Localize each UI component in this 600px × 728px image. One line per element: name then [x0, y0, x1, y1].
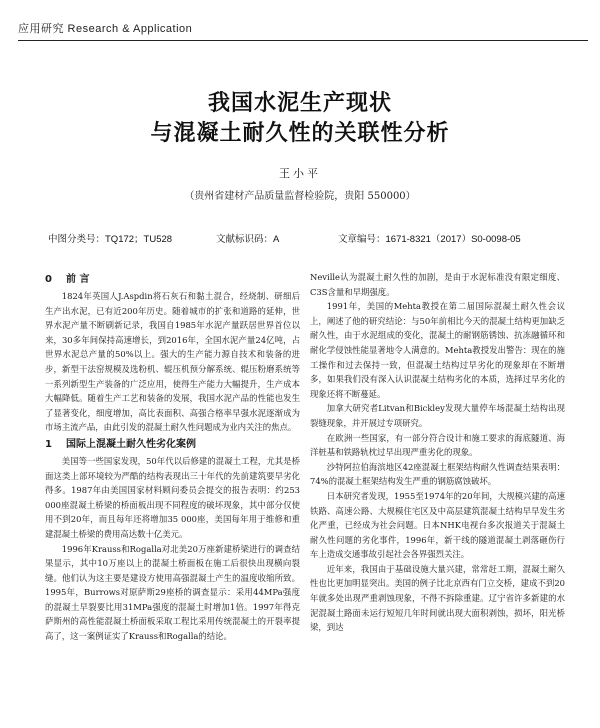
section-title: 前 言 [65, 274, 90, 285]
paragraph: 1996年Krauss和Rogalla对北美20万座新建桥梁进行的调查结果显示，其中10万座以上的混凝土桥面板在施工后很快出现横向裂缝。他们认为这主要是建设方使用高强混凝土产生的温度收缩所致。1995年，Burrows对原萨斯29座桥的调查显示：采用44MPa强度的混凝土早裂要比用31MPa强度的混凝土时增加1倍。1997年得克萨斯州的高性能混凝土桥面板采取工程比采用传统混凝土的开裂率提高了，这一案例证实了Krauss和Rogalla的结论。 [45, 543, 300, 642]
paragraph: 1991年，美国的Mehta教授在第二届国际混凝土耐久性会议上，阐述了他的研究结论：与50年前相比今天的混凝土结构更加缺乏耐久性，由于水泥组成的变化，混凝土的耐钢筋锈蚀、抗冻融循环和耐化学侵蚀性能显著地令人满意的。Mehta教授发出警告：现在的施工操作和过去保持一致，但混凝土结构过早劣化的现象却在不断增多，如果我们没有深入认识混凝土结构劣化的本质，选择过早劣化的现象还将不断蔓延。 [310, 301, 565, 399]
author-affiliation: （贵州省建材产品质量监督检验院，贵阳 550000） [184, 191, 416, 202]
right-column [310, 270, 565, 635]
section-heading-0 [45, 272, 300, 287]
section-number: 0 [45, 274, 52, 285]
paragraph: 日本研究者发现，1955至1974年的20年间，大规模兴建的高速铁路、高速公路、大规模住宅区及中高层建筑混凝土结构早早发生劣化严重，已经成为社会问题。日本NHK电视台多次报道关于混凝土耐久性问题的劣化事件，1996年，新干线的隧道混凝土剥落砸伤行车上造成交通事故引起社会各界强烈关注。 [310, 490, 565, 560]
clc-number: 中图分类号：TQ172；TU528 [48, 234, 173, 245]
paragraph: 在欧洲一些国家，有一部分符合设计和施工要求的海底隧道、海洋桩基和铁路轨枕过早出现严重劣化的现象。 [310, 432, 565, 458]
document-code: 文献标识码：A [216, 234, 280, 245]
article-title-line-1: 我国水泥生产现状 [207, 91, 392, 116]
paragraph: 近年来，我国由于基础设施大量兴建，常常赶工期，混凝土耐久性也比更加明显突出。美国的例子比北京西有门立交桥，建成不到20年就多处出现严重剥蚀现象，不得不拆除重建。辽宁省许多新建的水泥混凝土路面未运行短短几年时间就出现大面积剥蚀，损坏，阳光桥梁，到达 [310, 563, 565, 633]
paragraph: 美国等一些国家发现，50年代以后修建的混凝土工程，尤其是桥面这类上部环境较为严酷的结构表现出三十年代的先前建筑要早劣化得多。1987年由美国国家材料顾问委员会提交的报告表明：约253 000座混凝土桥梁的桥面板出现不同程度的破坏现象，其中部分仅使用不到20年，而且每年还将增加35 000座，美国每年用于维修和重建混凝土桥梁的费用高达数十亿美元。 [45, 455, 300, 539]
running-header [18, 20, 588, 41]
left-column [45, 270, 300, 644]
paragraph: 加拿大研究者Litvan和Bickley发现大量停车场混凝土结构出现裂缝现象，并开展过专项研究。 [310, 403, 565, 428]
journal-section-label: 应用研究 Research & Application [18, 23, 193, 35]
paragraph: Neville认为混凝土耐久性的加剧，是由于水泥标准没有限定细度、C3S含量和早期强度。 [310, 272, 565, 297]
section-heading-1 [45, 437, 300, 452]
article-number: 文章编号：1671-8321（2017）S0-0098-05 [338, 234, 521, 245]
section-number: 1 [45, 438, 52, 450]
paragraph: 沙特阿拉伯海滨地区42座混凝土框架结构耐久性调查结果表明：74%的混凝土框架结构发生严重的钢筋腐蚀破坏。 [310, 461, 565, 487]
section-title: 国际上混凝土耐久性劣化案例 [65, 438, 196, 450]
article-title-line-2: 与混凝土耐久性的关联性分析 [150, 121, 450, 146]
author-name: 王小平 [279, 167, 321, 180]
paragraph: 1824年英国人J.Aspdin将石灰石和黏土混合，经烧制、研细后生产出水泥，已有近200年历史。随着城市的扩张和道路的延伸，世界水泥产量不断刷新记录，我国自1985年水泥产量跃居世界首位以来，30多年间保持高速增长，到2016年，全国水泥产量24亿吨，占世界水泥总产量的50%以上。强大的生产能力源自技术和装备的进步，新型干法窑规模及选粉机、辊压机预分解系统、辊压粉磨系统等一系列新型生产装备的广泛应用，使得生产能力大幅提升，生产成本大幅降低。随着生产工艺和装备的发展，我国水泥产品的性能也发生了显著变化，细度增加，高比表面积、高强合格率早强水泥逐渐成为市场主流产品，由此引发的混凝土耐久性问题成为业内关注的焦点。 [45, 291, 300, 433]
